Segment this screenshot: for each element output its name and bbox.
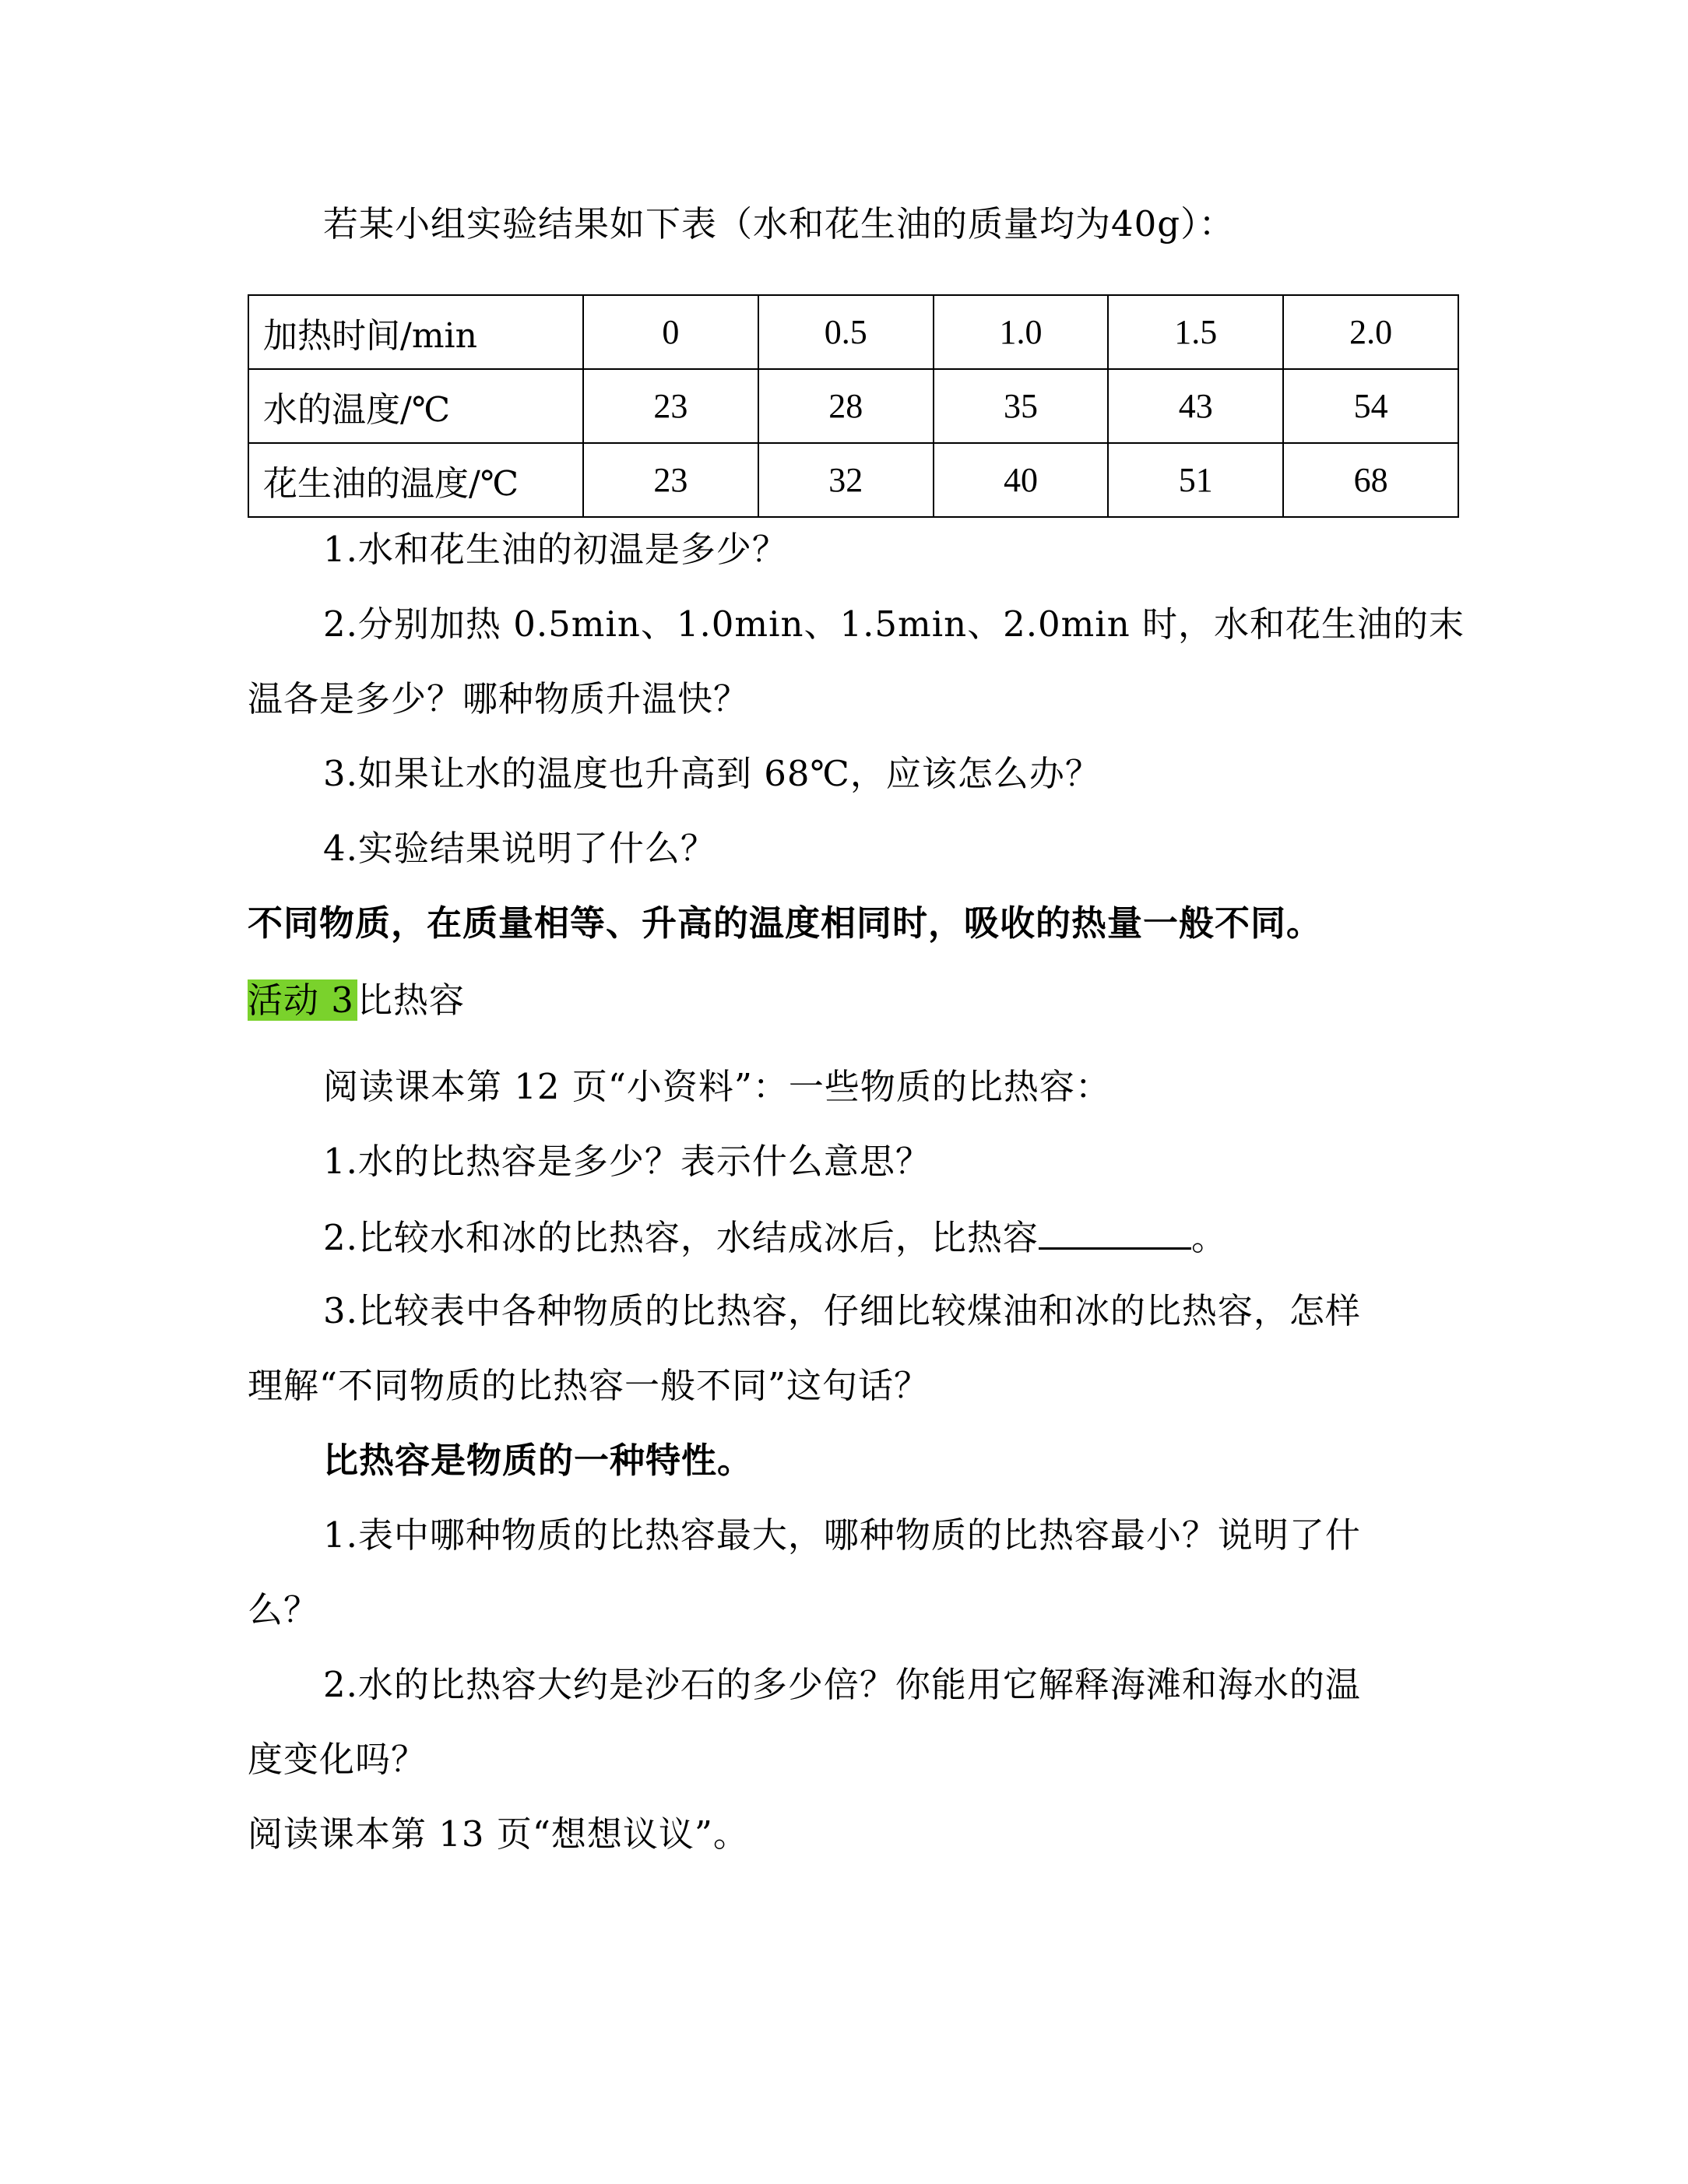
row-header: 花生油的温度/℃ — [248, 443, 583, 517]
table-cell: 40 — [934, 443, 1109, 517]
conclusion-text: 不同物质，在质量相等、升高的温度相同时，吸收的热量一般不同。 — [248, 902, 1323, 944]
reading-instruction-2: 阅读课本第 13 页“想想议议”。 — [248, 1813, 749, 1855]
table-cell: 23 — [583, 443, 758, 517]
table-cell: 43 — [1108, 369, 1283, 443]
question-2-line-2: 温各是多少？哪种物质升温快？ — [248, 678, 750, 719]
table-cell: 1.0 — [934, 295, 1109, 369]
activity-question-3-line-1: 3.比较表中各种物质的比热容，仔细比较煤油和冰的比热容，怎样 — [323, 1290, 1361, 1331]
property-question-1-line-2: 么？ — [248, 1589, 320, 1630]
property-question-1-line-1: 1.表中哪种物质的比热容最大，哪种物质的比热容最小？说明了什 — [323, 1514, 1361, 1556]
question-2-line-1: 2.分别加热 0.5min、1.0min、1.5min、2.0min 时，水和花生油的末 — [323, 603, 1465, 645]
table-row — [248, 443, 1458, 517]
table-cell: 0 — [583, 295, 758, 369]
fill-in-blank — [1039, 1213, 1191, 1250]
experiment-table — [248, 294, 1459, 518]
activity-tag: 活动 3 — [248, 979, 357, 1021]
question-4: 4.实验结果说明了什么？ — [323, 828, 716, 869]
table-cell: 23 — [583, 369, 758, 443]
table-cell: 51 — [1108, 443, 1283, 517]
property-question-2-line-1: 2.水的比热容大约是沙石的多少倍？你能用它解释海滩和海水的温 — [323, 1664, 1361, 1705]
question-end: 。 — [1190, 1217, 1227, 1258]
row-header: 加热时间/min — [248, 295, 583, 369]
table-cell: 68 — [1283, 443, 1458, 517]
activity-heading — [248, 973, 465, 1028]
activity-title: 比热容 — [357, 979, 465, 1021]
intro-text: 若某小组实验结果如下表（水和花生油的质量均为40g）： — [323, 203, 1235, 244]
table-cell: 1.5 — [1108, 295, 1283, 369]
reading-instruction-1: 阅读课本第 12 页“小资料”：一些物质的比热容： — [323, 1066, 1111, 1107]
table-cell: 0.5 — [758, 295, 934, 369]
activity-question-2 — [323, 1213, 1227, 1261]
property-statement: 比热容是物质的一种特性。 — [323, 1440, 754, 1481]
table-row — [248, 369, 1458, 443]
row-header: 水的温度/℃ — [248, 369, 583, 443]
table-cell: 35 — [934, 369, 1109, 443]
activity-question-1: 1.水的比热容是多少？表示什么意思？ — [323, 1141, 931, 1182]
table-cell: 32 — [758, 443, 934, 517]
table-cell: 28 — [758, 369, 934, 443]
table-cell: 2.0 — [1283, 295, 1458, 369]
question-3: 3.如果让水的温度也升高到 68℃，应该怎么办？ — [323, 753, 1101, 794]
question-text: 2.比较水和冰的比热容，水结成冰后，比热容 — [323, 1217, 1039, 1258]
question-1: 1.水和花生油的初温是多少？ — [323, 529, 788, 570]
table-row — [248, 295, 1458, 369]
activity-question-3-line-2: 理解“不同物质的比热容一般不同”这句话？ — [248, 1365, 930, 1406]
property-question-2-line-2: 度变化吗？ — [248, 1739, 427, 1780]
table-cell: 54 — [1283, 369, 1458, 443]
